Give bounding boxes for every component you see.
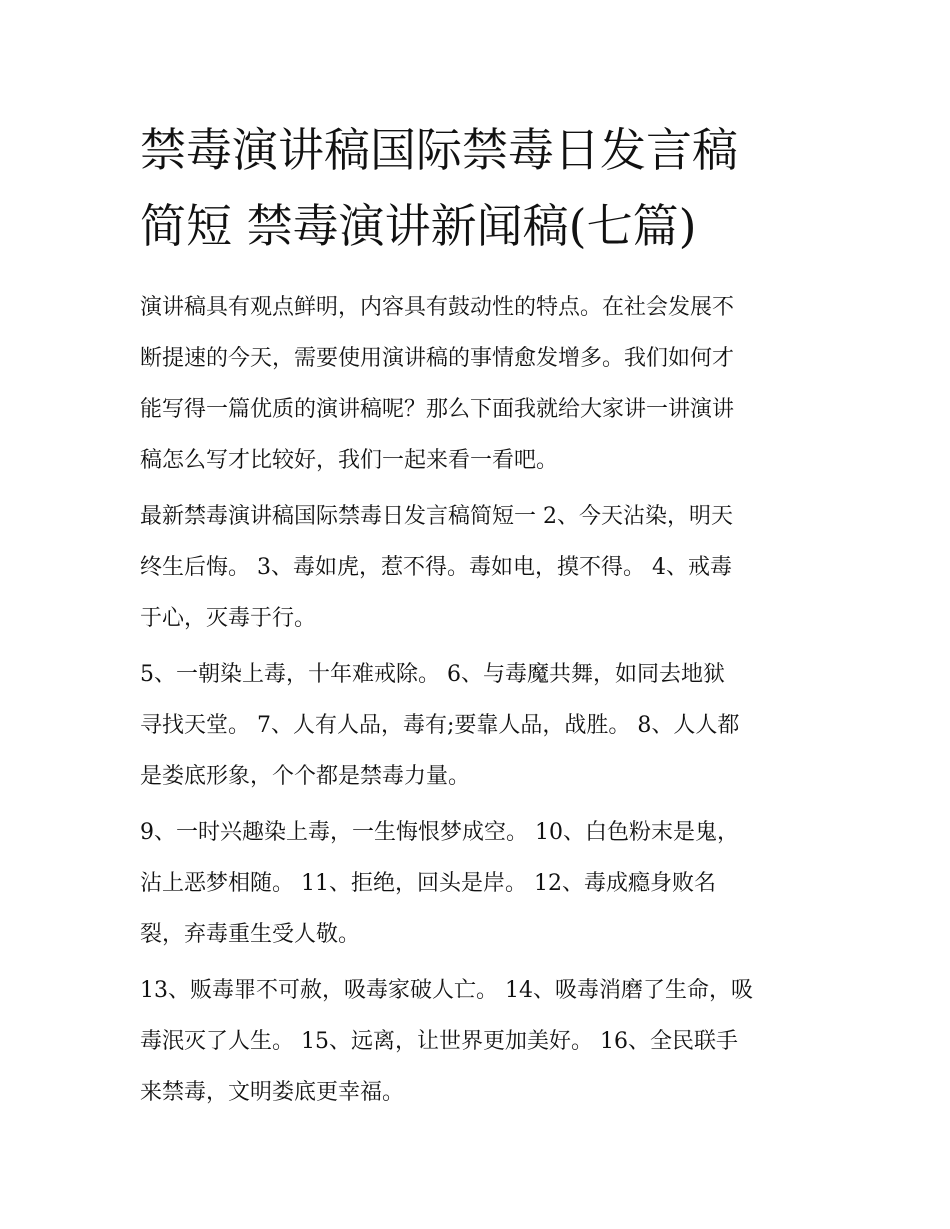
paragraph-line: 沾上恶梦相随。 11、拒绝，回头是岸。 12、毒成瘾身败名 [140, 871, 716, 896]
document-body [140, 282, 820, 1118]
paragraph-line: 最新禁毒演讲稿国际禁毒日发言稿简短一 2、今天沾染，明天 [140, 504, 733, 529]
paragraph-slogans-2 [140, 649, 820, 802]
paragraph-line: 演讲稿具有观点鲜明，内容具有鼓动性的特点。在社会发展不 [140, 295, 735, 320]
paragraph-line: 来禁毒，文明娄底更幸福。 [140, 1080, 405, 1105]
title-line-2: 简短 禁毒演讲新闻稿(七篇) [140, 199, 697, 253]
paragraph-slogans-3 [140, 807, 820, 960]
document-title [140, 112, 820, 264]
paragraph-line: 稿怎么写才比较好，我们一起来看一看吧。 [140, 448, 559, 473]
paragraph-line: 毒泯灭了人生。 15、远离，让世界更加美好。 16、全民联手 [140, 1029, 738, 1054]
paragraph-line: 断提速的今天，需要使用演讲稿的事情愈发增多。我们如何才 [140, 346, 735, 371]
document-page [140, 112, 820, 1123]
paragraph-intro [140, 282, 820, 486]
paragraph-line: 寻找天堂。 7、人有人品，毒有;要靠人品，战胜。 8、人人都 [140, 713, 740, 738]
title-line-1: 禁毒演讲稿国际禁毒日发言稿 [140, 123, 738, 177]
paragraph-line: 13、贩毒罪不可赦，吸毒家破人亡。 14、吸毒消磨了生命，吸 [140, 978, 753, 1003]
paragraph-line: 5、一朝染上毒，十年难戒除。 6、与毒魔共舞，如同去地狱 [140, 662, 725, 687]
paragraph-line: 于心，灭毒于行。 [140, 606, 317, 631]
paragraph-line: 裂，弃毒重生受人敬。 [140, 922, 361, 947]
paragraph-line: 能写得一篇优质的演讲稿呢？那么下面我就给大家讲一讲演讲 [140, 397, 735, 422]
paragraph-slogans-1 [140, 491, 820, 644]
paragraph-slogans-4 [140, 965, 820, 1118]
paragraph-line: 终生后悔。 3、毒如虎，惹不得。毒如电，摸不得。 4、戒毒 [140, 555, 732, 580]
paragraph-line: 是娄底形象，个个都是禁毒力量。 [140, 764, 471, 789]
paragraph-line: 9、一时兴趣染上毒，一生悔恨梦成空。 10、白色粉末是鬼， [140, 820, 739, 845]
